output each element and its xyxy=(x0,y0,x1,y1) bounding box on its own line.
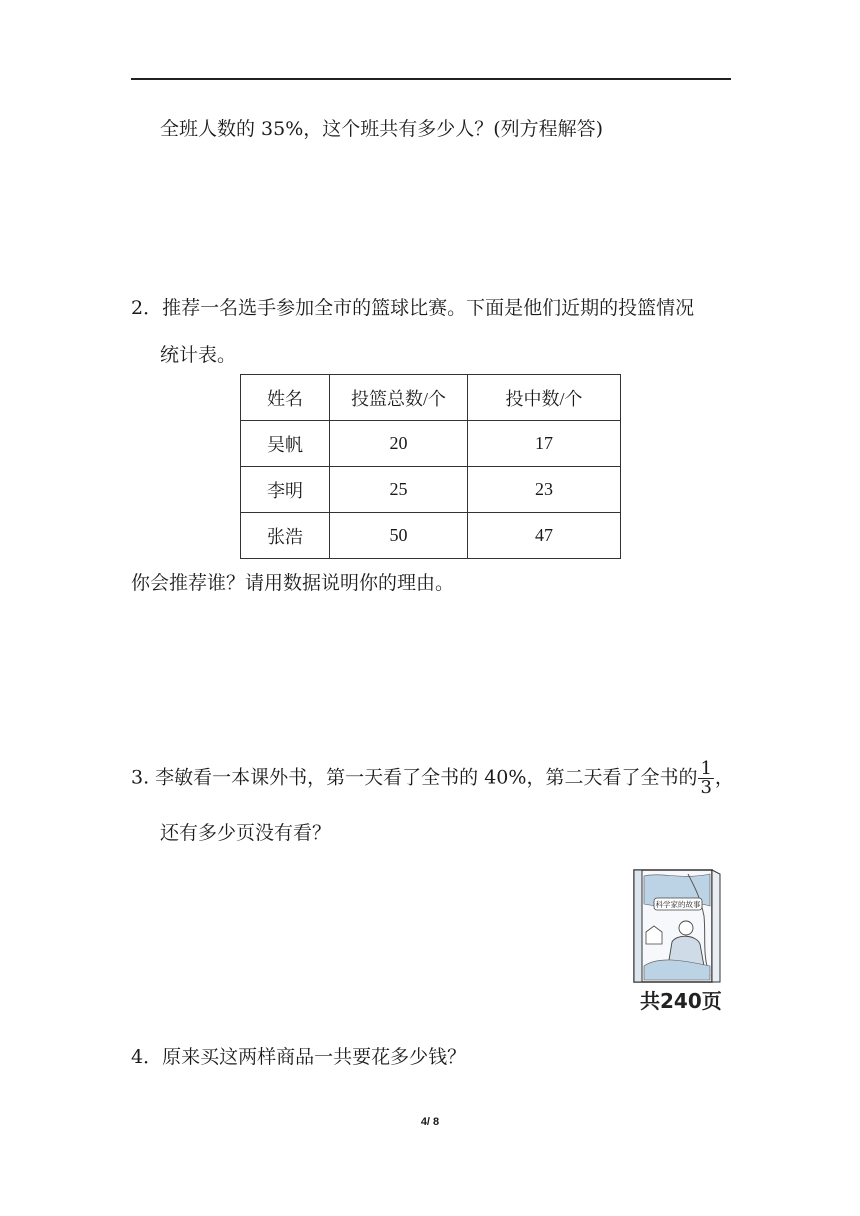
question-3-line1 xyxy=(131,760,734,797)
cell-total: 20 xyxy=(330,421,468,467)
cell-made: 47 xyxy=(468,513,621,559)
cell-total: 50 xyxy=(330,513,468,559)
cell-made: 23 xyxy=(468,467,621,513)
fraction-denominator: 3 xyxy=(700,777,712,798)
question-2-line1: 2．推荐一名选手参加全市的篮球比赛。下面是他们近期的投篮情况 xyxy=(131,297,695,319)
cell-made: 17 xyxy=(468,421,621,467)
page-number: 4/ 8 xyxy=(420,1116,440,1128)
question-2-follow-up: 你会推荐谁？请用数据说明你的理由。 xyxy=(131,572,455,594)
fraction-numerator: 1 xyxy=(700,758,712,779)
book-title: 科学家的故事 xyxy=(655,900,701,909)
question-2-line2: 统计表。 xyxy=(160,344,237,366)
header-total-shots: 投篮总数/个 xyxy=(330,375,468,421)
table-row xyxy=(241,513,621,559)
table-row xyxy=(241,467,621,513)
cell-name: 吴帆 xyxy=(241,421,330,467)
table-row xyxy=(241,421,621,467)
table-header-row xyxy=(241,375,621,421)
book-illustration xyxy=(632,866,724,984)
header-rule xyxy=(131,78,731,80)
cell-total: 25 xyxy=(330,467,468,513)
question-3-line2: 还有多少页没有看？ xyxy=(160,822,332,844)
header-name: 姓名 xyxy=(241,375,330,421)
question-4-text: 4．原来买这两样商品一共要花多少钱？ xyxy=(131,1046,467,1068)
question-3-text: 3. 李敏看一本课外书，第一天看了全书的 40%，第二天看了全书的 xyxy=(131,766,698,789)
question-3-comma: ， xyxy=(714,766,734,789)
question-1-text: 全班人数的 35%，这个班共有多少人？(列方程解答) xyxy=(160,118,604,140)
fraction-one-third xyxy=(698,760,713,797)
shooting-stats-table xyxy=(240,374,621,559)
cell-name: 张浩 xyxy=(241,513,330,559)
header-made-shots: 投中数/个 xyxy=(468,375,621,421)
book-page-count: 共240页 xyxy=(640,989,722,1013)
cell-name: 李明 xyxy=(241,467,330,513)
